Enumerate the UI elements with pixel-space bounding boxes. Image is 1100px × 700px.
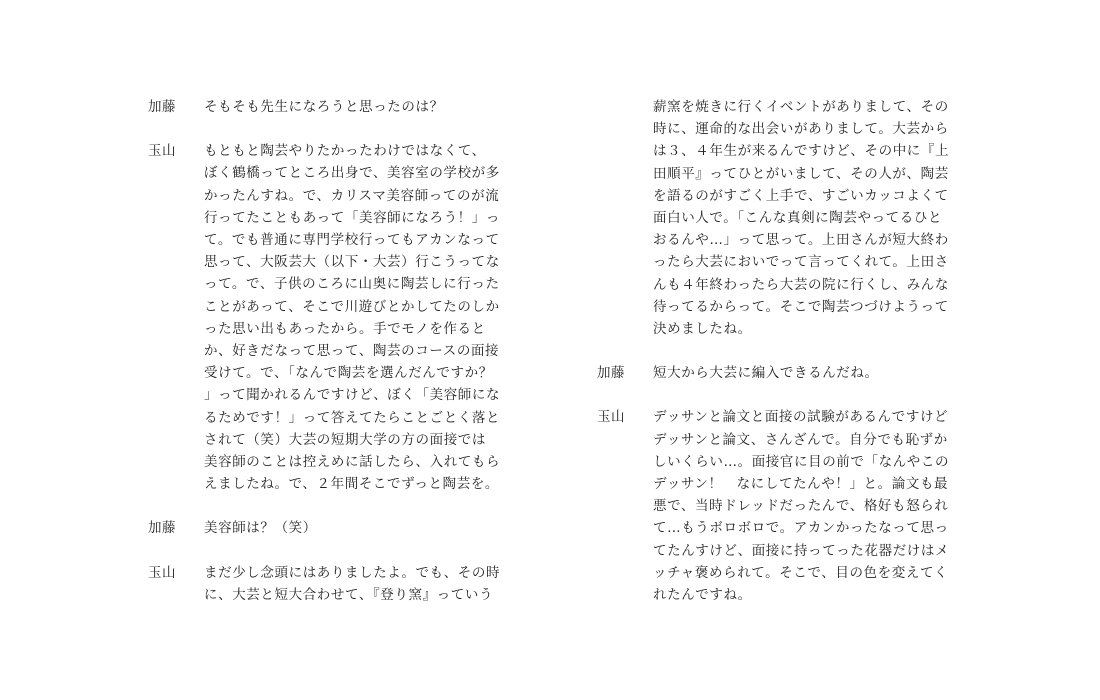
text-line: 決めましたね。 [653,321,752,338]
text-line: ッチャ褒められて。そこで、目の色を変えてく [653,564,949,581]
text-line: か、好きだなって思って、陶芸のコースの面接 [204,343,500,360]
text-line: 面白い人で。「こんな真剣に陶芸やってるひと [653,210,943,227]
speaker-name: 玉山 [597,409,625,426]
text-line: てたんすけど、面接に持ってった花器だけはメ [653,542,950,559]
left-column [148,96,520,628]
text-line: されて（笑）大芸の短期大学の方の面接では [204,431,486,448]
text-line: れたんですね。 [653,587,752,604]
speaker-name: 玉山 [148,564,176,581]
text-line: しいくらい…。面接官に目の前で「なんやこの [653,453,950,470]
dialogue-turn [597,406,969,606]
text-line: 悪で、当時ドレッドだったんで、格好も怒られ [653,498,949,515]
text-line: ったら大芸においでって言ってくれて。上田さ [653,254,949,271]
text-line: 薪窯を焼きに行くイベントがありまして、その [653,99,949,115]
text-line: って。で、子供のころに山奥に陶芸しに行った [204,276,500,293]
text-line: デッサン！ なにしてたんや！」と。論文も最 [653,476,949,493]
text-line: 美容師のことは控えめに話したら、入れてもら [204,454,501,471]
dialogue-turn [148,96,520,118]
dialogue-text [653,96,969,340]
speaker-name: 加藤 [148,520,176,537]
text-line: 行ってたこともあって「美容師になろう！」っ [204,209,500,226]
text-line: ことがあって、そこで川遊びとかしてたのしか [204,298,500,315]
text-line: るためです！」って答えてたらことごとく落と [204,409,501,426]
text-line: 田順平』ってひとがいまして、その人が、陶芸 [653,165,949,182]
dialogue-text [653,406,969,606]
dialogue-turn [597,96,969,340]
dialogue-text [204,517,520,539]
text-line: は３、４年生が来るんですけど、その中に『上 [653,143,950,160]
text-line: 短大から大芸に編入できるんだね。 [653,365,879,382]
text-line: った思い出もあったから。手でモノを作ると [204,320,486,337]
text-line: デッサンと論文、さんざんで。自分でも恥ずか [653,431,948,448]
text-line: 美容師は？（笑） [204,520,317,537]
text-line: かったんすね。で、カリスマ美容師ってのが流 [204,187,500,204]
dialogue-turn [597,362,969,384]
text-line: て…もうボロボロで。アカンかったなって思っ [653,520,949,537]
dialogue-text [204,96,520,118]
dialogue-text [204,562,520,606]
text-line: もともと陶芸やりたかったわけではなくて、 [204,143,486,160]
text-line: を語るのがすごく上手で、すごいカッコよくて [653,187,949,204]
text-line: 」って聞かれるんですけど、ぼく「美容師にな [204,387,501,404]
dialogue-text [204,140,520,495]
dialogue-text [653,362,969,384]
right-column [597,96,969,628]
text-line: まだ少し念頭にはありましたよ。でも、その時 [204,564,501,581]
speaker-name [597,96,653,340]
speaker-name: 加藤 [597,365,625,382]
text-line: えましたね。で、２年間そこでずっと陶芸を。 [204,476,500,493]
text-line: 時に、運命的な出会いがありまして。大芸から [653,121,949,138]
text-line: そもそも先生になろうと思ったのは？ [204,99,444,115]
speaker-name: 玉山 [148,143,176,160]
text-line: 受けて。で、「なんで陶芸を選んだんですか？ [204,365,493,382]
text-line: に、大芸と短大合わせて、『登り窯』っていう [204,586,494,603]
text-line: デッサンと論文と面接の試験があるんですけど [653,409,949,426]
text-line: んも４年終わったら大芸の院に行くし、みんな [653,276,949,293]
dialogue-turn [148,140,520,495]
text-line: て。でも普通に専門学校行ってもアカンなって [204,232,500,249]
dialogue-turn [148,562,520,606]
dialogue-turn [148,517,520,539]
text-line: ぼく鶴橋ってところ出身で、美容室の学校が多 [204,165,500,182]
speaker-name: 加藤 [148,99,176,115]
text-line: 待ってるからって。そこで陶芸つづけようって [653,298,949,315]
text-line: おるんや…」って思って。上田さんが短大終わ [653,232,949,249]
text-line: 思って、大阪芸大（以下・大芸）行こうってな [204,254,500,271]
